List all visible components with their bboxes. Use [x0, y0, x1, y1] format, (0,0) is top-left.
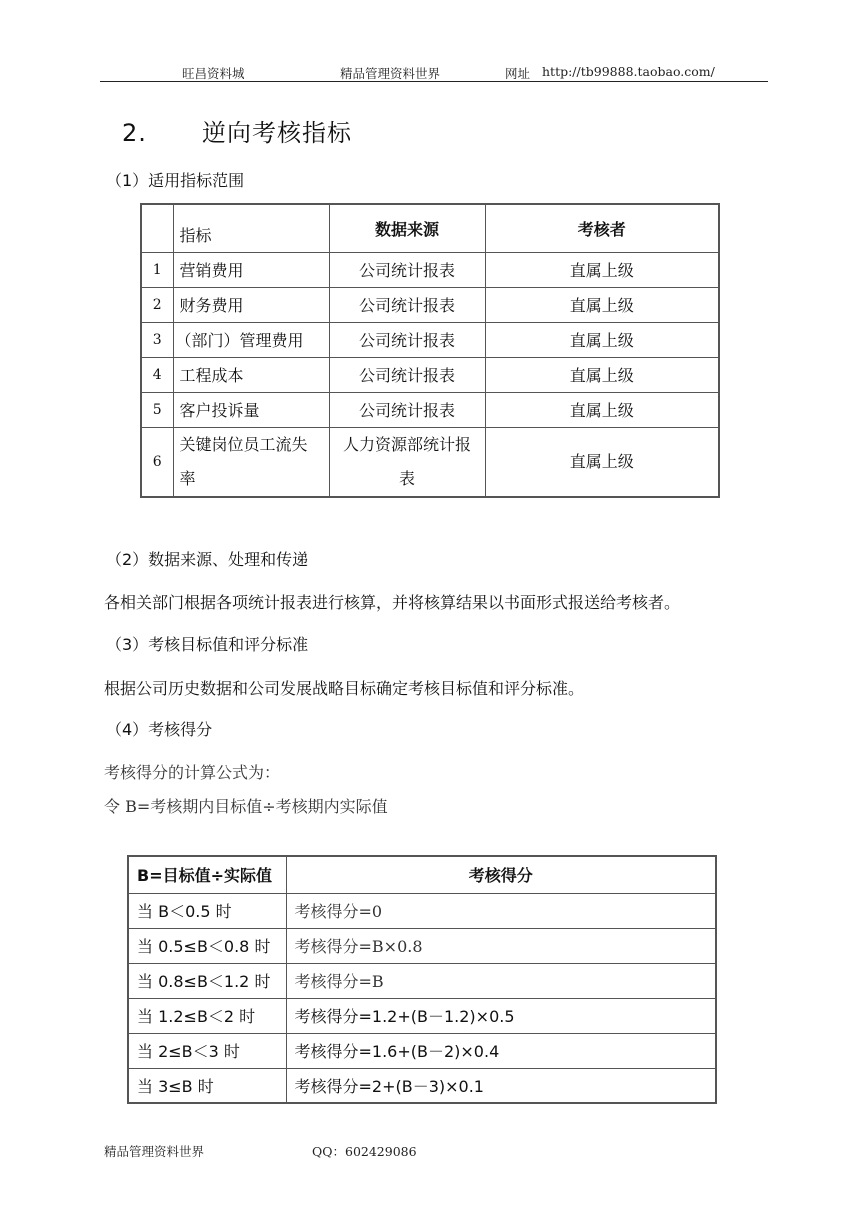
row-assessor: 直属上级 [485, 322, 719, 357]
table-row [141, 287, 719, 322]
header-cell-indicator: 指标 [173, 204, 329, 252]
table-row [128, 893, 716, 928]
row-indicator: 工程成本 [173, 357, 329, 392]
row-indicator: 财务费用 [173, 287, 329, 322]
row-indicator: 客户投诉量 [173, 392, 329, 427]
indicator-table [140, 203, 720, 498]
formula-definition: 令 B=考核期内目标值÷考核期内实际值 [104, 797, 388, 816]
header-url-label: 网址 [505, 66, 531, 81]
header-cell-ratio: B=目标值÷实际值 [128, 856, 286, 893]
row-index: 5 [141, 392, 173, 427]
section-title-text: 逆向考核指标 [202, 119, 352, 147]
row-index: 1 [141, 252, 173, 287]
paragraph-target: 根据公司历史数据和公司发展战略目标确定考核目标值和评分标准。 [104, 679, 585, 698]
row-source: 公司统计报表 [329, 357, 485, 392]
section-title [122, 113, 352, 148]
row-condition: 当 0.8≤B＜1.2 时 [128, 963, 286, 998]
footer-left: 精品管理资料世界 [104, 1144, 205, 1159]
row-assessor: 直属上级 [485, 392, 719, 427]
table-row [128, 1068, 716, 1103]
row-condition: 当 2≤B＜3 时 [128, 1033, 286, 1068]
row-index: 4 [141, 357, 173, 392]
row-indicator: 关键岗位员工流失率 [173, 427, 329, 497]
subheading-data-source: （2）数据来源、处理和传递 [106, 550, 309, 569]
row-indicator: 营销费用 [173, 252, 329, 287]
subheading-scope: （1）适用指标范围 [106, 171, 245, 190]
row-index: 2 [141, 287, 173, 322]
table-row [128, 928, 716, 963]
table-header-row [128, 856, 716, 893]
table-row [141, 392, 719, 427]
table-row [128, 963, 716, 998]
row-condition: 当 B＜0.5 时 [128, 893, 286, 928]
row-score: 考核得分=2+(B－3)×0.1 [286, 1068, 716, 1103]
header-left: 旺昌资料城 [182, 66, 245, 81]
row-condition: 当 0.5≤B＜0.8 时 [128, 928, 286, 963]
header-url-link[interactable]: http://tb99888.taobao.com/ [542, 64, 715, 79]
row-assessor: 直属上级 [485, 427, 719, 497]
table-row [141, 357, 719, 392]
header-cell-source: 数据来源 [329, 204, 485, 252]
header-cell-index [141, 204, 173, 252]
row-indicator: （部门）管理费用 [173, 322, 329, 357]
footer-qq: QQ：602429086 [312, 1144, 417, 1159]
row-source: 公司统计报表 [329, 392, 485, 427]
row-score: 考核得分=B [286, 963, 716, 998]
row-condition: 当 3≤B 时 [128, 1068, 286, 1103]
row-index: 3 [141, 322, 173, 357]
row-score: 考核得分=1.6+(B－2)×0.4 [286, 1033, 716, 1068]
table-row [141, 252, 719, 287]
table-row [128, 998, 716, 1033]
table-header-row [141, 204, 719, 252]
row-score: 考核得分=B×0.8 [286, 928, 716, 963]
row-source: 公司统计报表 [329, 252, 485, 287]
row-condition: 当 1.2≤B＜2 时 [128, 998, 286, 1033]
score-table [127, 855, 717, 1104]
header-cell-score: 考核得分 [286, 856, 716, 893]
row-source: 公司统计报表 [329, 287, 485, 322]
subheading-score: （4）考核得分 [106, 720, 213, 739]
row-index: 6 [141, 427, 173, 497]
row-assessor: 直属上级 [485, 252, 719, 287]
header-middle: 精品管理资料世界 [340, 66, 441, 81]
section-number: 2. [122, 119, 147, 147]
page-header [100, 62, 768, 82]
row-score: 考核得分=0 [286, 893, 716, 928]
subheading-target: （3）考核目标值和评分标准 [106, 635, 309, 654]
table-row [128, 1033, 716, 1068]
formula-intro: 考核得分的计算公式为： [104, 763, 281, 782]
paragraph-data-source: 各相关部门根据各项统计报表进行核算，并将核算结果以书面形式报送给考核者。 [104, 593, 681, 612]
row-score: 考核得分=1.2+(B－1.2)×0.5 [286, 998, 716, 1033]
row-source: 人力资源部统计报表 [329, 427, 485, 497]
row-assessor: 直属上级 [485, 357, 719, 392]
table-row [141, 322, 719, 357]
header-cell-assessor: 考核者 [485, 204, 719, 252]
table-row [141, 427, 719, 497]
row-assessor: 直属上级 [485, 287, 719, 322]
row-source: 公司统计报表 [329, 322, 485, 357]
